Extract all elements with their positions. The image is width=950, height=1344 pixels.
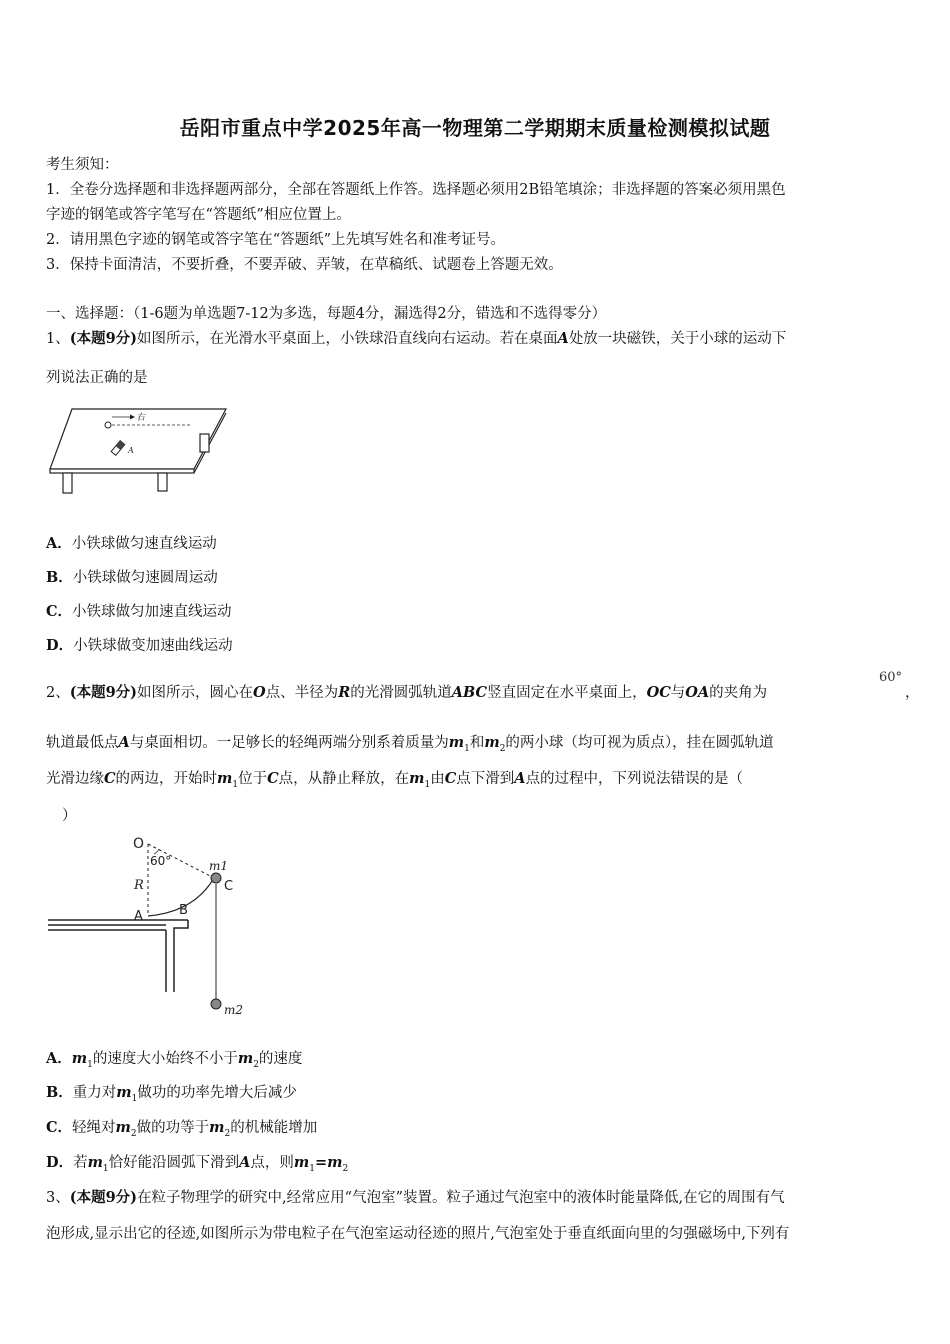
variable: m	[87, 1154, 103, 1171]
text: 轨道最低点	[46, 735, 119, 751]
option-letter: C．	[46, 603, 73, 620]
question-2-line-4: ）	[62, 808, 77, 824]
variable: m	[237, 1050, 254, 1067]
text: 的夹角为	[709, 685, 768, 701]
text: 竖直固定在水平桌面上，	[487, 685, 647, 701]
text: 点下滑到	[456, 771, 515, 787]
variable: m	[116, 1084, 132, 1101]
notice-item-2: 2．请用黑色字迹的钢笔或答字笔在“答题纸”上先填写姓名和准考证号。	[46, 232, 506, 248]
ball-m2	[211, 999, 221, 1009]
text: 位于	[238, 771, 268, 787]
option-text: 的速度	[258, 1051, 303, 1067]
variable: m	[293, 1154, 310, 1171]
option-letter: D．	[46, 1154, 74, 1171]
direction-label: 右	[136, 413, 146, 423]
text: 与桌面相切。一足够长的轻绳两端分别系着质量为	[129, 735, 449, 751]
question-text: 如图所示，在光滑水平桌面上，小铁球沿直线向右运动。若在桌面	[137, 331, 558, 347]
label-c: C	[224, 879, 234, 894]
option-text: 点，则	[250, 1155, 294, 1171]
q1-option-a	[46, 532, 217, 553]
option-text: 小铁球做匀速圆周运动	[72, 570, 218, 586]
text: 与	[670, 685, 686, 701]
iron-ball	[105, 422, 111, 428]
option-text: 轻绳对	[72, 1120, 116, 1136]
subscript: 1	[102, 1163, 109, 1174]
variable: m	[115, 1119, 131, 1136]
question-score: (本题9分)	[69, 684, 138, 701]
angle-value: 60°	[879, 670, 903, 685]
option-letter: B．	[46, 1084, 73, 1101]
subscript: 2	[253, 1059, 259, 1070]
question-2-line-3	[46, 767, 743, 790]
variable: m	[484, 734, 500, 751]
option-letter: C．	[46, 1119, 73, 1136]
subscript: 2	[342, 1163, 349, 1174]
question-score: (本题9分)	[69, 1189, 138, 1206]
text: 点、半径为	[265, 685, 339, 701]
option-text: 的速度大小始终不小于	[92, 1051, 238, 1067]
subscript: 1	[232, 779, 239, 790]
option-text: 小铁球做匀加速直线运动	[72, 604, 232, 620]
q2-option-b	[46, 1081, 297, 1104]
variable: C	[444, 770, 457, 787]
arc-track-figure	[46, 832, 256, 1022]
table-figure	[46, 404, 236, 496]
text: 点，从静止释放，在	[278, 771, 410, 787]
section-heading: 一、选择题：（1-6题为单选题7-12为多选，每题4分，漏选得2分，错选和不选得零分）	[46, 306, 607, 322]
table-edge	[50, 469, 194, 473]
subscript: 1	[309, 1163, 315, 1174]
label-angle: 60°	[150, 854, 172, 868]
variable: OA	[685, 684, 710, 701]
variable: m	[217, 770, 233, 787]
option-text: 重力对	[72, 1085, 117, 1101]
text: 如图所示，圆心在	[137, 685, 254, 701]
subscript: 1	[87, 1059, 93, 1070]
label-b: B	[179, 903, 188, 918]
option-text: 若	[73, 1155, 88, 1171]
variable: A	[514, 770, 526, 787]
question-3-line-1	[46, 1186, 785, 1207]
variable: m	[409, 770, 425, 787]
question-1-line-2: 列说法正确的是	[46, 370, 148, 386]
label-m2: m2	[224, 1003, 244, 1017]
label-r: R	[134, 878, 144, 893]
question-text: 在粒子物理学的研究中,经常应用“气泡室”装置。粒子通过气泡室中的液体时能量降低,在它的周围有气	[137, 1190, 785, 1206]
q1-option-b	[46, 566, 218, 587]
text: 由	[430, 771, 445, 787]
option-text: 做的功等于	[136, 1120, 210, 1136]
q1-option-c	[46, 600, 232, 621]
question-score: (本题9分)	[69, 330, 138, 347]
text: 的光滑圆弧轨道	[350, 685, 452, 701]
option-letter: A．	[46, 535, 72, 552]
option-text: 做功的功率先增大后减少	[137, 1085, 297, 1101]
ball-m1	[211, 873, 221, 883]
question-text: 处放一块磁铁，关于小球的运动下	[568, 331, 787, 347]
page-title: 岳阳市重点中学2025年高一物理第二学期期末质量检测模拟试题	[179, 116, 771, 140]
subscript: 1	[131, 1093, 138, 1104]
question-number: 2、	[46, 685, 70, 701]
subscript: 2	[224, 1128, 231, 1139]
variable: R	[338, 684, 351, 701]
text: 光滑边缘	[46, 771, 104, 787]
variable: A	[557, 330, 569, 347]
notice-heading: 考生须知：	[46, 157, 119, 173]
question-3-line-2: 泡形成,显示出它的径迹,如图所示为带电粒子在气泡室运动径迹的照片,气泡室处于垂直纸面向里的匀强磁场中,下列有	[46, 1226, 790, 1242]
question-2-line-1	[46, 681, 767, 702]
text: 和	[469, 735, 485, 751]
table-leg	[63, 473, 72, 493]
question-2-line-2	[46, 731, 774, 754]
q2-option-c	[46, 1116, 317, 1139]
variable: m	[327, 1154, 343, 1171]
variable: A	[239, 1154, 251, 1171]
q2-option-a	[46, 1047, 302, 1070]
option-text: 的机械能增加	[230, 1120, 318, 1136]
text: 的两小球（均可视为质点），挂在圆弧轨道	[505, 735, 774, 751]
equals-sign: =	[315, 1154, 328, 1171]
option-letter: D．	[46, 637, 74, 654]
text: 点的过程中，下列说法错误的是（	[525, 771, 744, 787]
subscript: 2	[499, 743, 506, 754]
option-text: 小铁球做变加速曲线运动	[73, 638, 233, 654]
subscript: 1	[464, 743, 470, 754]
option-letter: B．	[46, 569, 73, 586]
variable: O	[253, 684, 266, 701]
notice-item-1-line-2: 字迹的钢笔或答字笔写在“答题纸”相应位置上。	[46, 207, 351, 223]
variable: m	[71, 1050, 88, 1067]
option-text: 恰好能沿圆弧下滑到	[108, 1155, 240, 1171]
notice-item-3: 3．保持卡面清洁，不要折叠，不要弄破、弄皱，在草稿纸、试题卷上答题无效。	[46, 257, 563, 273]
question-number: 3、	[46, 1190, 70, 1206]
subscript: 1	[424, 779, 431, 790]
option-letter: A．	[46, 1050, 72, 1067]
q2-option-d	[46, 1151, 348, 1174]
variable: ABC	[451, 684, 488, 701]
comma: ，	[905, 685, 920, 701]
question-number: 1、	[46, 331, 70, 347]
question-1-line-1	[46, 327, 786, 348]
point-a-label: A	[128, 446, 134, 455]
label-o: O	[133, 836, 145, 852]
q1-option-d	[46, 634, 233, 655]
label-a: A	[134, 909, 143, 924]
variable: m	[209, 1119, 225, 1136]
notice-item-1-line-1: 1．全卷分选择题和非选择题两部分，全部在答题纸上作答。选择题必须用2B铅笔填涂；非选择题的答案必须用黑色	[46, 182, 786, 198]
variable: C	[104, 770, 116, 787]
label-m1: m1	[209, 859, 229, 873]
subscript: 2	[130, 1128, 137, 1139]
variable: C	[267, 770, 279, 787]
variable: OC	[646, 684, 671, 701]
text: 的两边，开始时	[115, 771, 218, 787]
variable: m	[448, 734, 465, 751]
table-leg	[200, 434, 209, 452]
option-text: 小铁球做匀速直线运动	[71, 536, 217, 552]
variable: A	[118, 734, 130, 751]
table-leg	[158, 473, 167, 491]
